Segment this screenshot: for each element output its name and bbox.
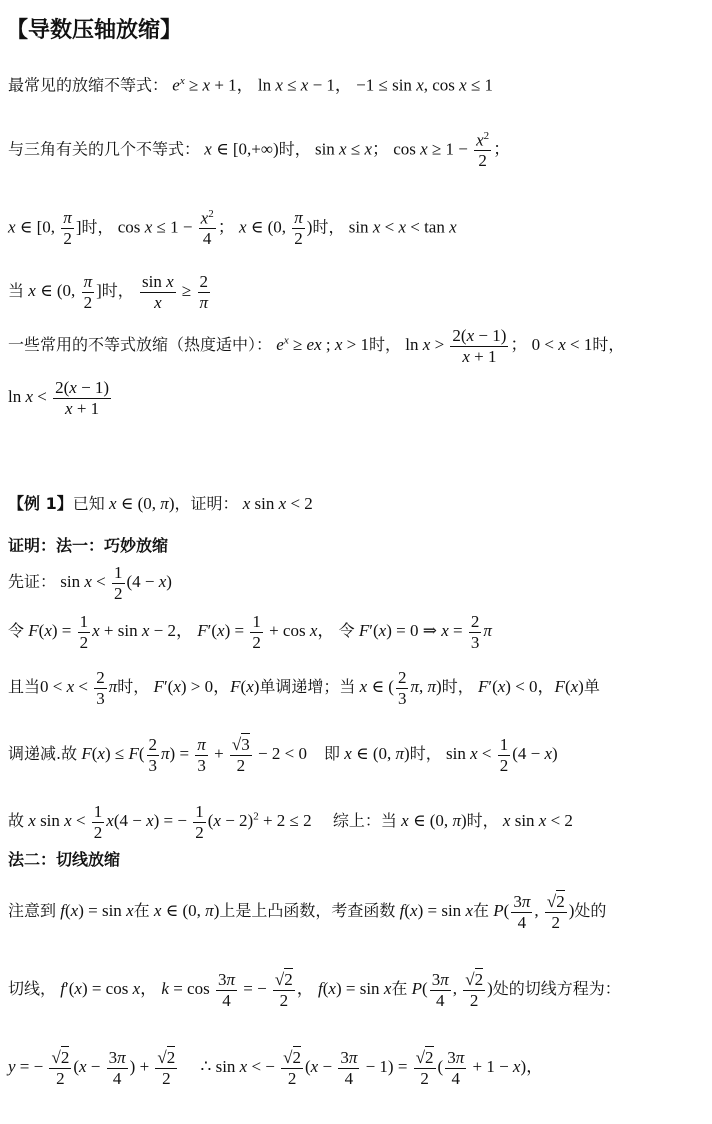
- method2-heading: 法二：切线放缩: [8, 850, 121, 869]
- common-scaling-line: 一些常用的不等式放缩（热度适中）： $e^x$ ≥ ex ; x > 1时， ln x > $\frac{2(x - 1)}{x + 1}$ ； 0 < x < 1时，: [8, 326, 625, 366]
- proof-heading: 证明：法一：巧妙放缩: [8, 536, 169, 555]
- trig-inequalities-line: 与三角有关的几个不等式： x ∈ [0,+∞)时， sin x ≤ x； cos x ≥ 1 − $\frac{x^2}{2}$ ；: [8, 130, 511, 171]
- define-f-line: 令 F(x) = $\frac{1}{2}$ x + sin x − 2， F′(x) = $\frac{1}{2}$ + cos x， 令 F′(x) = 0 ⇒ x = $\frac{2}{3}$ π: [8, 612, 492, 652]
- decreasing-line: 调递减.故 F(x) ≤ F( $\frac{2}{3}$ π) = $\frac{\pi}{3}$ + $\frac{√3}{2}$ − 2 < 0 即 x ∈ (0, π)时， sin x < $\frac{1}{2}$ (4 − x): [8, 735, 558, 775]
- page-title: 【导数压轴放缩】: [6, 18, 183, 43]
- ln-bound-line: ln x < $\frac{2(x - 1)}{x + 1}$: [8, 378, 110, 418]
- fraction: $\frac{x^2}{2}$: [476, 130, 490, 171]
- example-statement: 【例 1】已知 x ∈ (0, π)，证明： x sin x < 2: [8, 494, 313, 513]
- conclusion-line: 故 x sin x < $\frac{1}{2}$ x(4 − x) = − $\frac{1}{2}$ $(x - 2)^2 + 2 \le 2$ 综上：当 x ∈ (0, π)时， x sin x < 2: [8, 802, 573, 842]
- concave-line: 注意到 f(x) = sin x在 x ∈ (0, π)上是上凸函数，考查函数 f(x) = sin x在 P( $\frac{3\pi}{4}$ , $\frac{√2}{2}$ )处的: [8, 892, 607, 932]
- common-inequalities-line: 最常见的放缩不等式： $e^x \ge x + 1$， ln x ≤ x − 1， −1 ≤ sin x, cos x ≤ 1: [8, 75, 494, 95]
- trig-range-line: x ∈ [0, $\frac{\pi}{2}$ ]时， cos x ≤ 1 − $\frac{x^2}{4}$ ； x ∈ (0, $\frac{\pi}{2}$ )时， sin x < x < tan x: [8, 208, 457, 249]
- first-prove-line: 先证： sin x < $\frac{1}{2}$ (4 − x): [8, 563, 172, 603]
- tangent-line: 切线， f′(x) = cos x， k = cos $\frac{3\pi}{4}$ = − $\frac{√2}{2}$ ， f(x) = sin x在 P( $\frac{3\pi}{4}$ , $\frac{√2}{2}$ )处的切线方程为：: [8, 970, 621, 1010]
- common-label: 最常见的放缩不等式：: [8, 75, 169, 95]
- jordan-line: 当 x ∈ (0, $\frac{\pi}{2}$ ]时， $\frac{\text{sin x}}{x}$ ≥ $\frac{2}{\pi}$: [8, 272, 209, 312]
- example-label: 【例 1】: [8, 494, 73, 513]
- monotonic-line: 且当0 < x < $\frac{2}{3}$ π时， F′(x) > 0，F(x)单调递增；当 x ∈ ( $\frac{2}{3}$ π, π)时， F′(x) < 0，F(x)单: [8, 668, 600, 708]
- tangent-equation-line: y = − $\frac{√2}{2}$ (x − $\frac{3\pi}{4}$ ) + $\frac{√2}{2}$ ∴ sin x < − $\frac{√2}{2}$ (x − $\frac{3\pi}{4}$ − 1) = $\frac{√2}{2}$ ( $\frac{3\pi}{4}$ + 1 − x)，: [8, 1048, 544, 1088]
- trig-label: 与三角有关的几个不等式：: [8, 139, 201, 159]
